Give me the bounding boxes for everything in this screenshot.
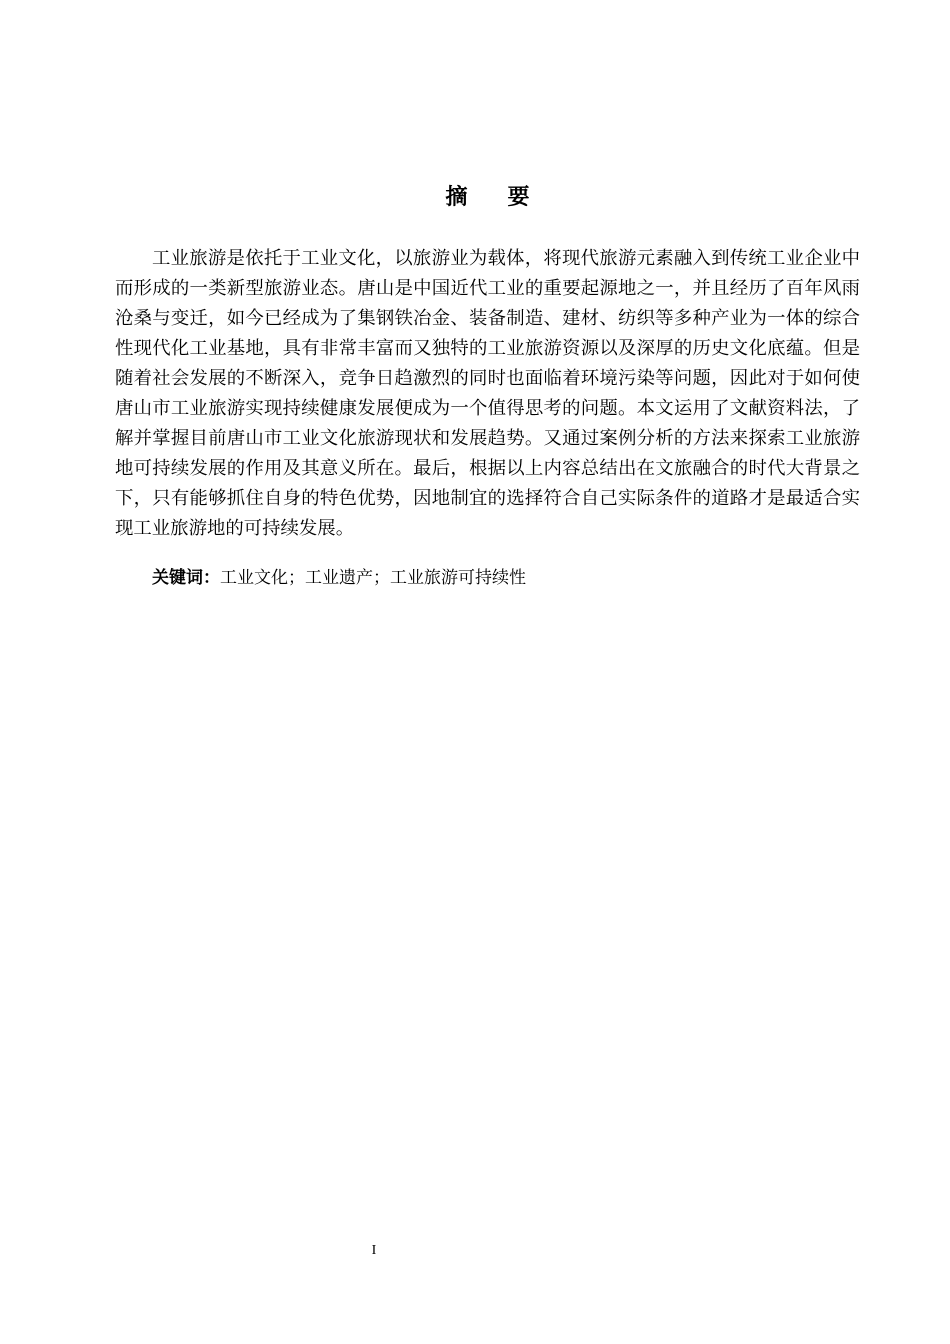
page-title [0,180,950,211]
keywords-label: 关键词： [152,568,220,588]
abstract-paragraph: 工业旅游是依托于工业文化，以旅游业为载体，将现代旅游元素融入到传统工业企业中而形成的一类新型旅游业态。唐山是中国近代工业的重要起源地之一，并且经历了百年风雨沧桑与变迁，如今已经成为了集钢铁冶金、装备制造、建材、纺织等多种产业为一体的综合性现代化工业基地，具有非常丰富而又独特的工业旅游资源以及深厚的历史文化底蕴。但是随着社会发展的不断深入，竞争日趋激烈的同时也面临着环境污染等问题，因此对于如何使唐山市工业旅游实现持续健康发展便成为一个值得思考的问题。本文运用了文献资料法，了解并掌握目前唐山市工业文化旅游现状和发展趋势。又通过案例分析的方法来探索工业旅游地可持续发展的作用及其意义所在。最后，根据以上内容总结出在文旅融合的时代大背景之下，只有能够抓住自身的特色优势，因地制宜的选择符合自己实际条件的道路才是最适合实现工业旅游地的可持续发展。 [115,248,860,539]
keywords-value: 工业文化；工业遗产；工业旅游可持续性 [220,568,526,588]
title-char-1: 摘 [445,185,468,210]
title-char-2: 要 [507,185,530,210]
page-number: I [371,1243,377,1258]
keywords-line [152,563,526,593]
